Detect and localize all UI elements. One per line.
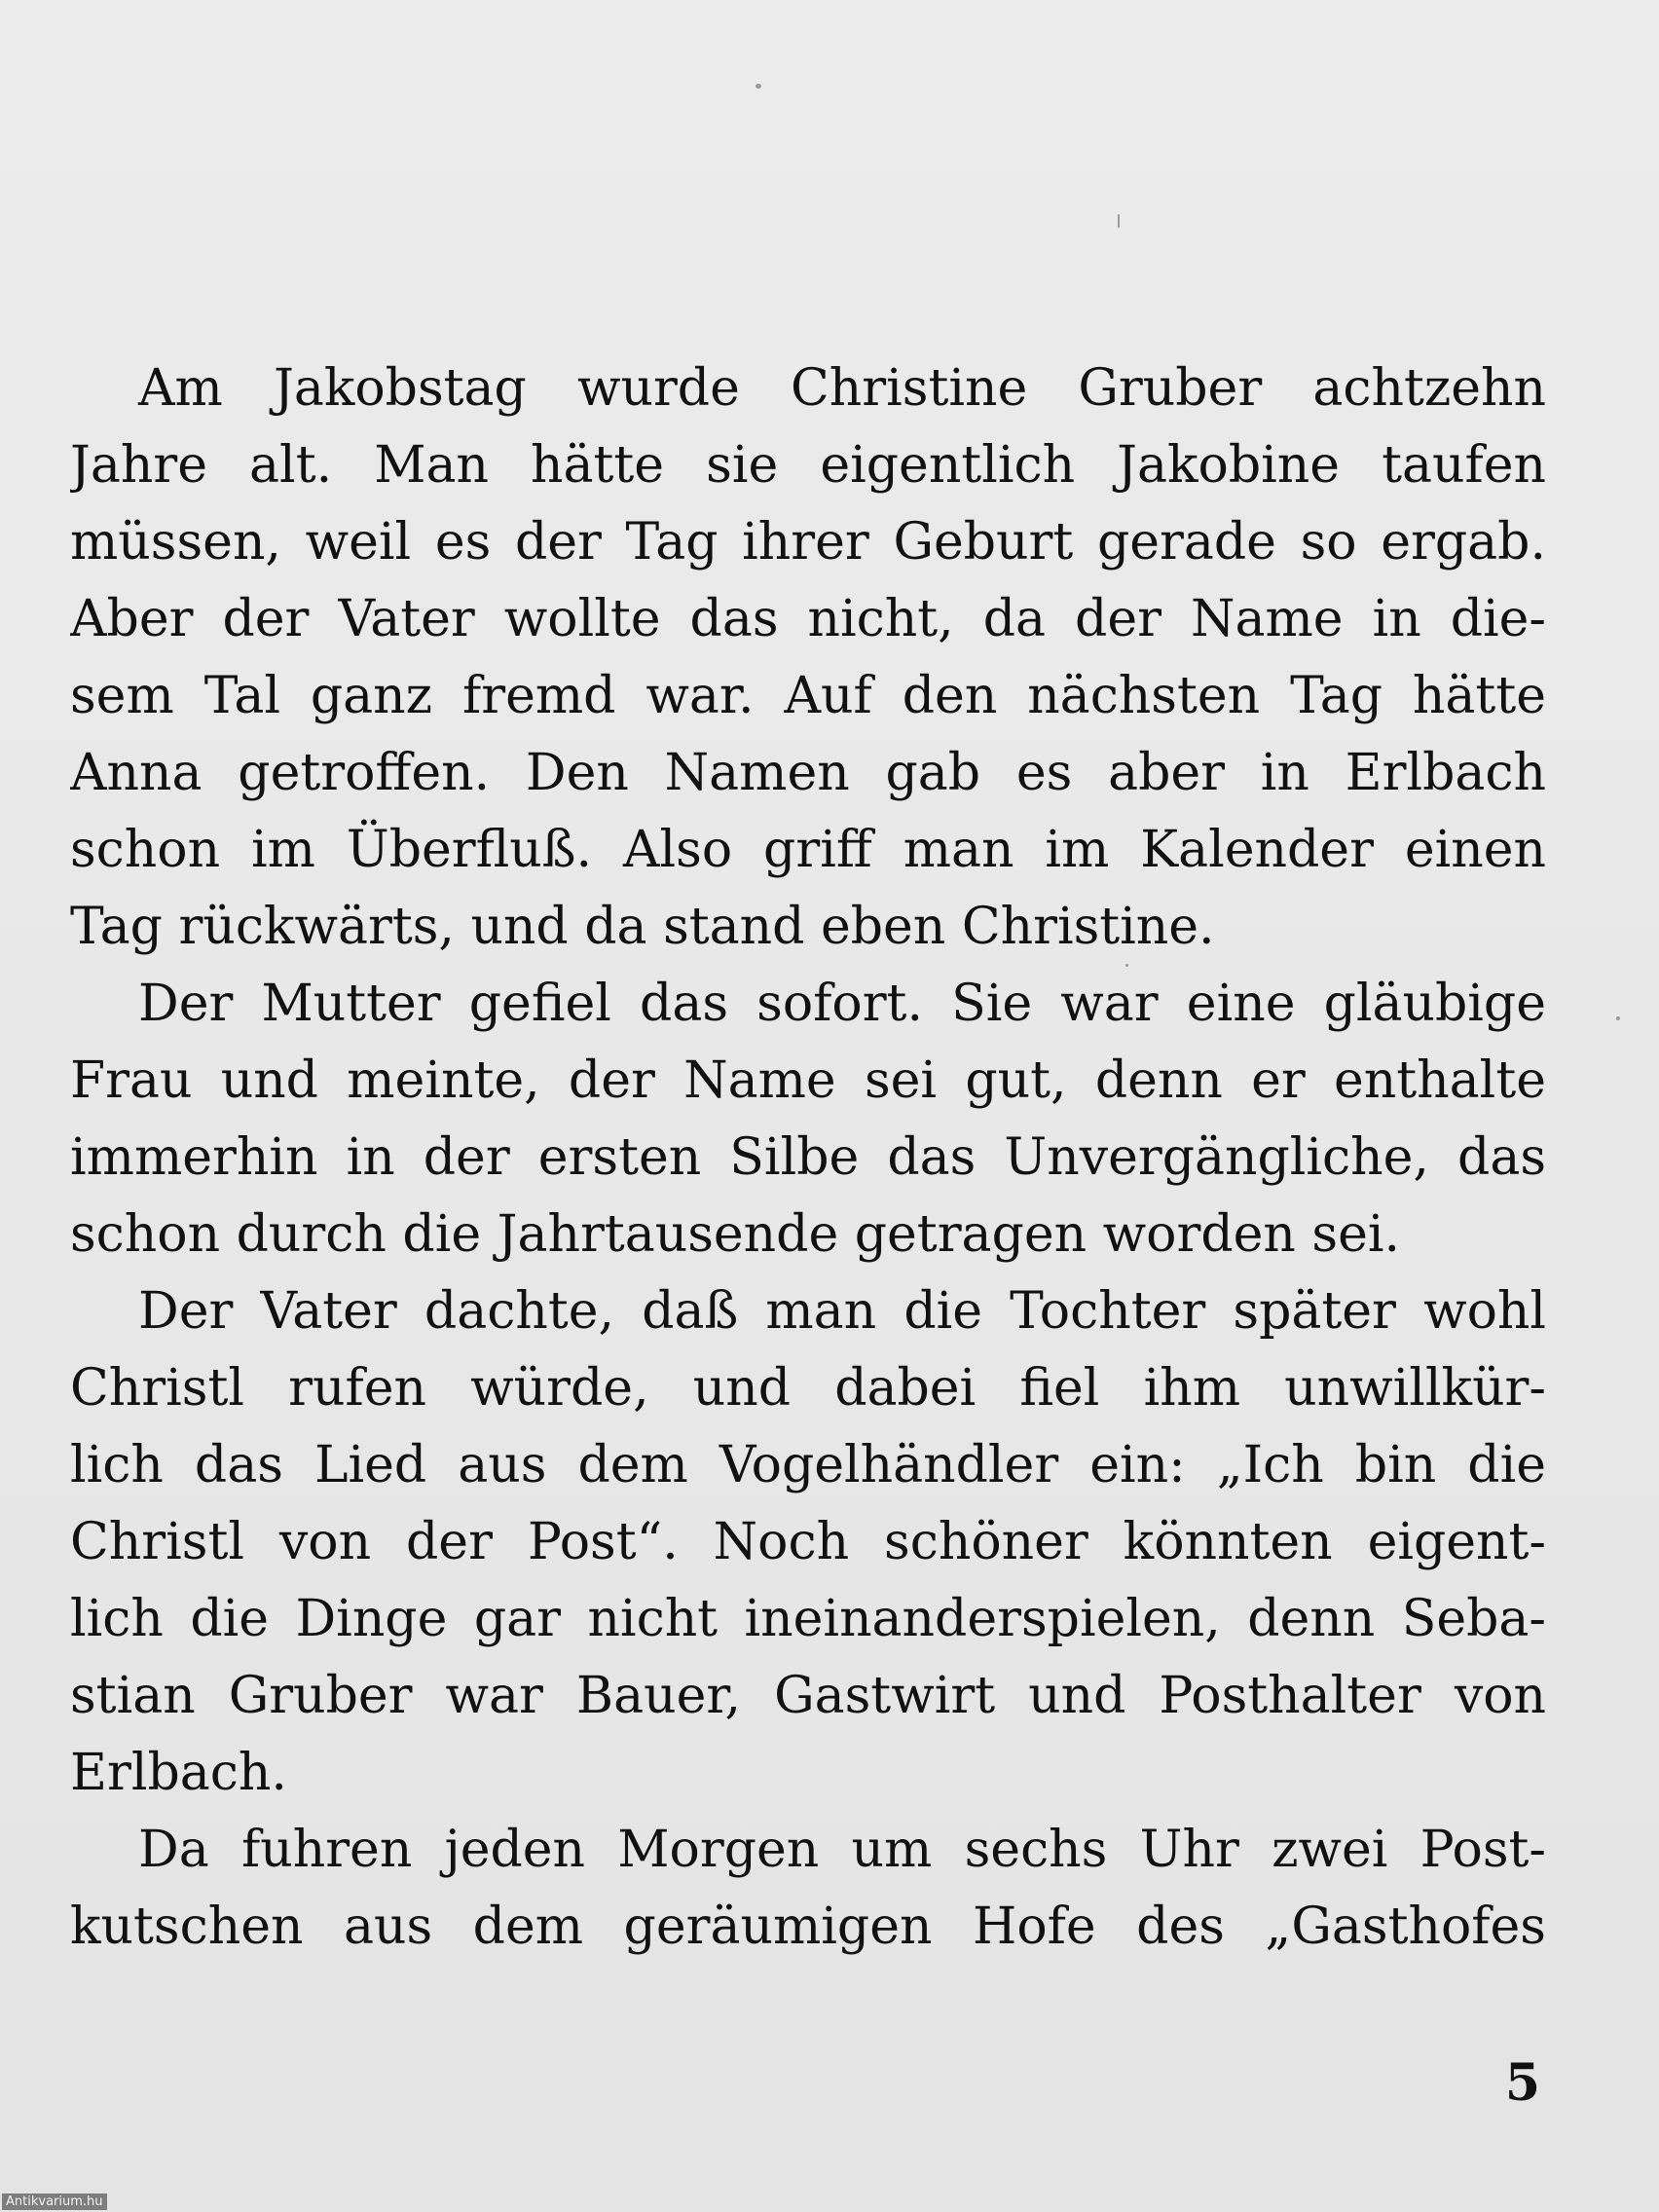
paragraph [70, 966, 1546, 1273]
paper-speck [1616, 1016, 1620, 1020]
paragraph [70, 350, 1546, 966]
text-line: sem Tal ganz fremd war. Auf den nächsten Tag hätte [70, 667, 1546, 725]
page-number: 5 [1504, 2053, 1540, 2113]
text-line: Der Mutter gefiel das sofort. Sie war eine gläubige [138, 975, 1546, 1033]
watermark-label: Antikvarium.hu [2, 2194, 107, 2210]
text-line: Christl rufen würde, und dabei fiel ihm unwillkür- [70, 1359, 1546, 1418]
text-line: Der Vater dachte, daß man die Tochter später wohl [138, 1282, 1546, 1341]
text-line: Aber der Vater wollte das nicht, da der Name in die- [70, 590, 1546, 648]
text-line: Christl von der Post“. Noch schöner könnten eigent- [70, 1513, 1546, 1571]
text-line: stian Gruber war Bauer, Gastwirt und Posthalter von [70, 1667, 1546, 1725]
text-line: Anna getroffen. Den Namen gab es aber in Erlbach [70, 744, 1546, 802]
text-line: lich die Dinge gar nicht ineinanderspielen, denn Seba- [70, 1590, 1546, 1648]
text-line: Erlbach. [70, 1744, 287, 1802]
text-line: Tag rückwärts, und da stand eben Christine. [70, 898, 1215, 956]
text-line: kutschen aus dem geräumigen Hofe des „Gasthofes [70, 1898, 1546, 1956]
text-line: müssen, weil es der Tag ihrer Geburt gerade so ergab. [70, 513, 1546, 571]
text-line: immerhin in der ersten Silbe das Unvergängliche, das [70, 1128, 1546, 1187]
text-line: Jahre alt. Man hätte sie eigentlich Jakobine taufen [70, 436, 1546, 495]
paper-speck [1118, 214, 1120, 228]
text-line: lich das Lied aus dem Vogelhändler ein: „Ich bin die [70, 1436, 1546, 1494]
text-line: schon durch die Jahrtausende getragen worden sei. [70, 1205, 1401, 1264]
text-line: Frau und meinte, der Name sei gut, denn er enthalte [70, 1051, 1546, 1110]
paragraph [70, 1812, 1546, 1966]
text-line: schon im Überfluß. Also griff man im Kalender einen [70, 821, 1546, 879]
paragraph [70, 1273, 1546, 1812]
text-line: Da fuhren jeden Morgen um sechs Uhr zwei Post- [138, 1821, 1546, 1879]
text-line: Am Jakobstag wurde Christine Gruber achtzehn [138, 359, 1546, 418]
body-text [70, 350, 1546, 1966]
paper-speck [756, 84, 761, 89]
